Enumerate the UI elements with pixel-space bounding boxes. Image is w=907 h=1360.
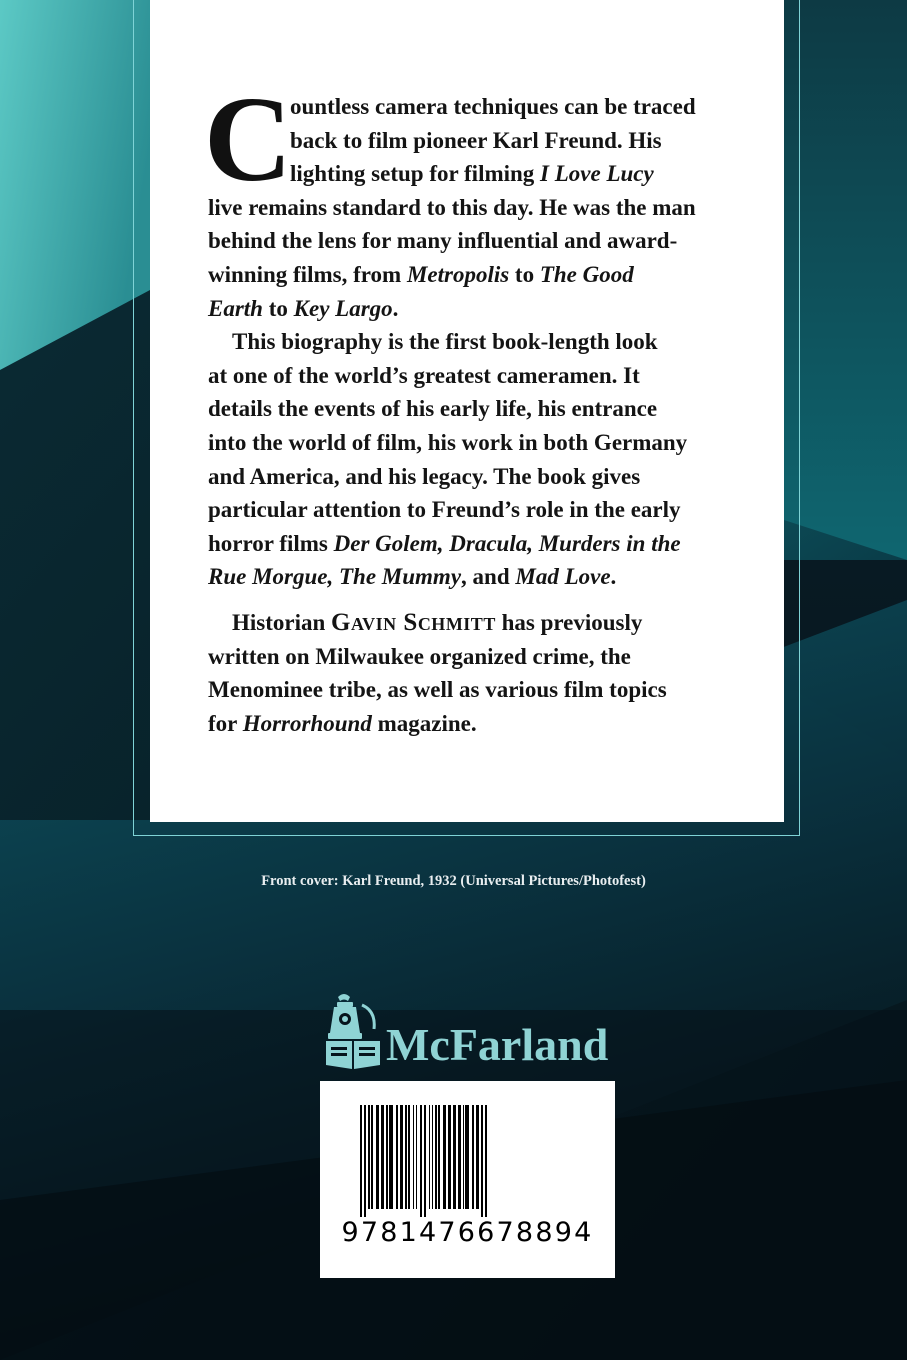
barcode-bar — [465, 1105, 469, 1209]
barcode-bar — [408, 1105, 410, 1209]
blurb-paragraph-1 — [204, 72, 738, 325]
barcode-bar — [420, 1105, 422, 1217]
text-line: details the events of his early life, his entrance — [208, 396, 658, 422]
barcode-bar — [405, 1105, 407, 1209]
text-line: behind the lens for many influential and award- — [208, 228, 678, 254]
author-name: Gavin Schmitt — [331, 608, 496, 636]
barcode-bar — [381, 1105, 384, 1209]
barcode-bar — [448, 1105, 451, 1209]
barcode-bar — [413, 1105, 414, 1209]
barcode-bar — [371, 1105, 373, 1209]
barcode-bar — [364, 1105, 366, 1217]
text-line: live remains standard to this day. He was the man — [208, 194, 696, 220]
text-line: lighting setup for filming I Love Lucy — [290, 161, 654, 187]
text-line: written on Milwaukee organized crime, the — [208, 643, 631, 669]
barcode-bar — [463, 1105, 464, 1209]
barcode-bar — [429, 1105, 430, 1209]
barcode-bar — [453, 1105, 456, 1209]
text-line: This biography is the first book-length look — [232, 329, 658, 355]
barcode-bar — [376, 1105, 379, 1209]
text-line: winning films, from Metropolis to The Good — [208, 261, 634, 287]
barcode-bar — [386, 1105, 388, 1209]
text-line: and America, and his legacy. The book gives — [208, 463, 641, 489]
barcode-bar — [458, 1105, 461, 1209]
barcode-bar — [389, 1105, 393, 1209]
barcode-bar — [396, 1105, 398, 1209]
text-line: Earth to Key Largo. — [208, 295, 399, 321]
barcode-bars — [360, 1105, 575, 1217]
barcode-bar — [435, 1105, 437, 1209]
barcode-bar — [432, 1105, 433, 1209]
barcode-bar — [424, 1105, 426, 1217]
barcode-bar — [443, 1105, 446, 1209]
text-line: for Horrorhound magazine. — [208, 710, 477, 736]
barcode-bar — [438, 1105, 440, 1209]
text-line: back to film pioneer Karl Freund. His — [290, 127, 662, 153]
text-line: particular attention to Freund’s role in the early — [208, 497, 681, 523]
publisher-logo — [324, 993, 624, 1073]
barcode-bar — [400, 1105, 403, 1209]
blurb-paragraph-2 — [208, 325, 738, 594]
barcode-bar — [481, 1105, 483, 1217]
text-line: Rue Morgue, The Mummy, and Mad Love. — [208, 564, 617, 590]
isbn-digits: 9781476678894 — [341, 1217, 594, 1248]
lantern-book-logo-icon — [324, 993, 382, 1073]
drop-cap: C — [204, 72, 293, 207]
text-line: horror films Der Golem, Dracula, Murders in the — [208, 530, 681, 556]
author-bio — [208, 606, 738, 740]
text-line: at one of the world’s greatest cameramen. It — [208, 362, 640, 388]
barcode-bar — [472, 1105, 474, 1209]
barcode-bar — [485, 1105, 487, 1217]
cover-photo-credit: Front cover: Karl Freund, 1932 (Universal Pictures/Photofest) — [261, 873, 646, 889]
text-line: Historian Gavin Schmitt has previously — [232, 608, 643, 636]
barcode-bar — [476, 1105, 479, 1209]
publisher-name: McFarland — [386, 1019, 609, 1070]
barcode-bar — [416, 1105, 417, 1209]
text-line: ountless camera techniques can be traced — [290, 94, 696, 119]
barcode-bar — [360, 1105, 362, 1217]
text-line: Menominee tribe, as well as various film topics — [208, 677, 667, 703]
isbn-barcode — [320, 1081, 615, 1278]
text-line: into the world of film, his work in both Germany — [208, 429, 688, 455]
back-cover-blurb — [204, 72, 738, 740]
barcode-bar — [368, 1105, 370, 1209]
